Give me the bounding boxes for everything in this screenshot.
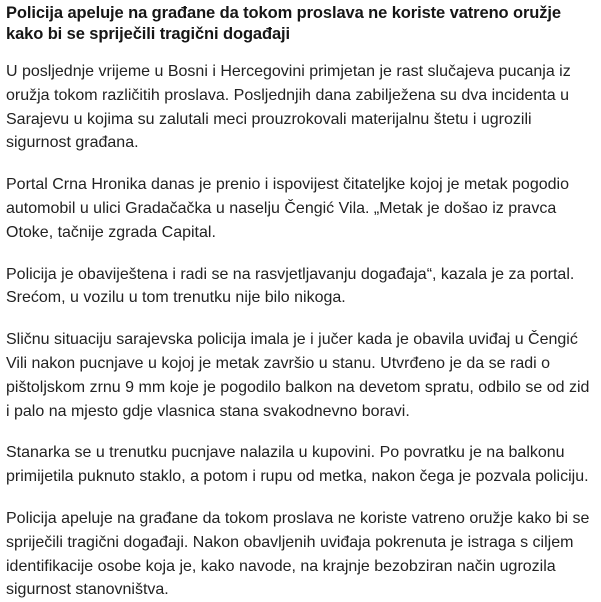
article-paragraph-5: Stanarka se u trenutku pucnjave nalazila u kupovini. Po povratku je na balkonu primijetila puknuto staklo, a potom i rupu od metka, nakon čega je pozvala policiju. <box>6 444 589 486</box>
article-paragraph-4: Sličnu situaciju sarajevska policija imala je i jučer kada je obavila uviđaj u Čengić Vili nakon pucnjave u kojoj je metak završio u stanu. Utvrđeno je da se radi o pištoljskom zrnu 9 mm koje je pogodilo balkon na devetom spratu, odbilo se od zid i palo na mjesto gdje vlasnica stana svakodnevno boravi. <box>6 331 590 420</box>
article-headline: Policija apeluje na građane da tokom proslava ne koriste vatreno oružje kako bi se spriječili tragični događaji <box>6 4 561 43</box>
article-paragraph-2: Portal Crna Hronika danas je prenio i ispovijest čitateljke kojoj je metak pogodio automobil u ulici Gradačačka u naselju Čengić Vila. „Metak je došao iz pravca Otoke, tačnije zgrada Capital. <box>6 176 569 241</box>
article <box>6 0 596 602</box>
article-paragraph-1: U posljednje vrijeme u Bosni i Hercegovini primjetan je rast slučajeva pucanja iz oružja tokom različitih proslava. Posljednjih dana zabilježena su dva incidenta u Sarajevu u kojima su zalutali meci prouzrokovali materijalnu štetu i ugrozili sigurnost građana. <box>6 63 571 152</box>
article-paragraph-6: Policija apeluje na građane da tokom proslava ne koriste vatreno oružje kako bi se spriječili tragični događaji. Nakon obavljenih uviđaja pokrenuta je istraga s ciljem identifikacije osobe koja je, kako navode, na krajnje bezobziran način ugrozila sigurnost stanovništva. <box>6 509 590 599</box>
article-paragraph-3: Policija je obaviještena i radi se na rasvjetljavanju događaja“, kazala je za portal. Srećom, u vozilu u tom trenutku nije bilo nikoga. <box>6 265 575 307</box>
